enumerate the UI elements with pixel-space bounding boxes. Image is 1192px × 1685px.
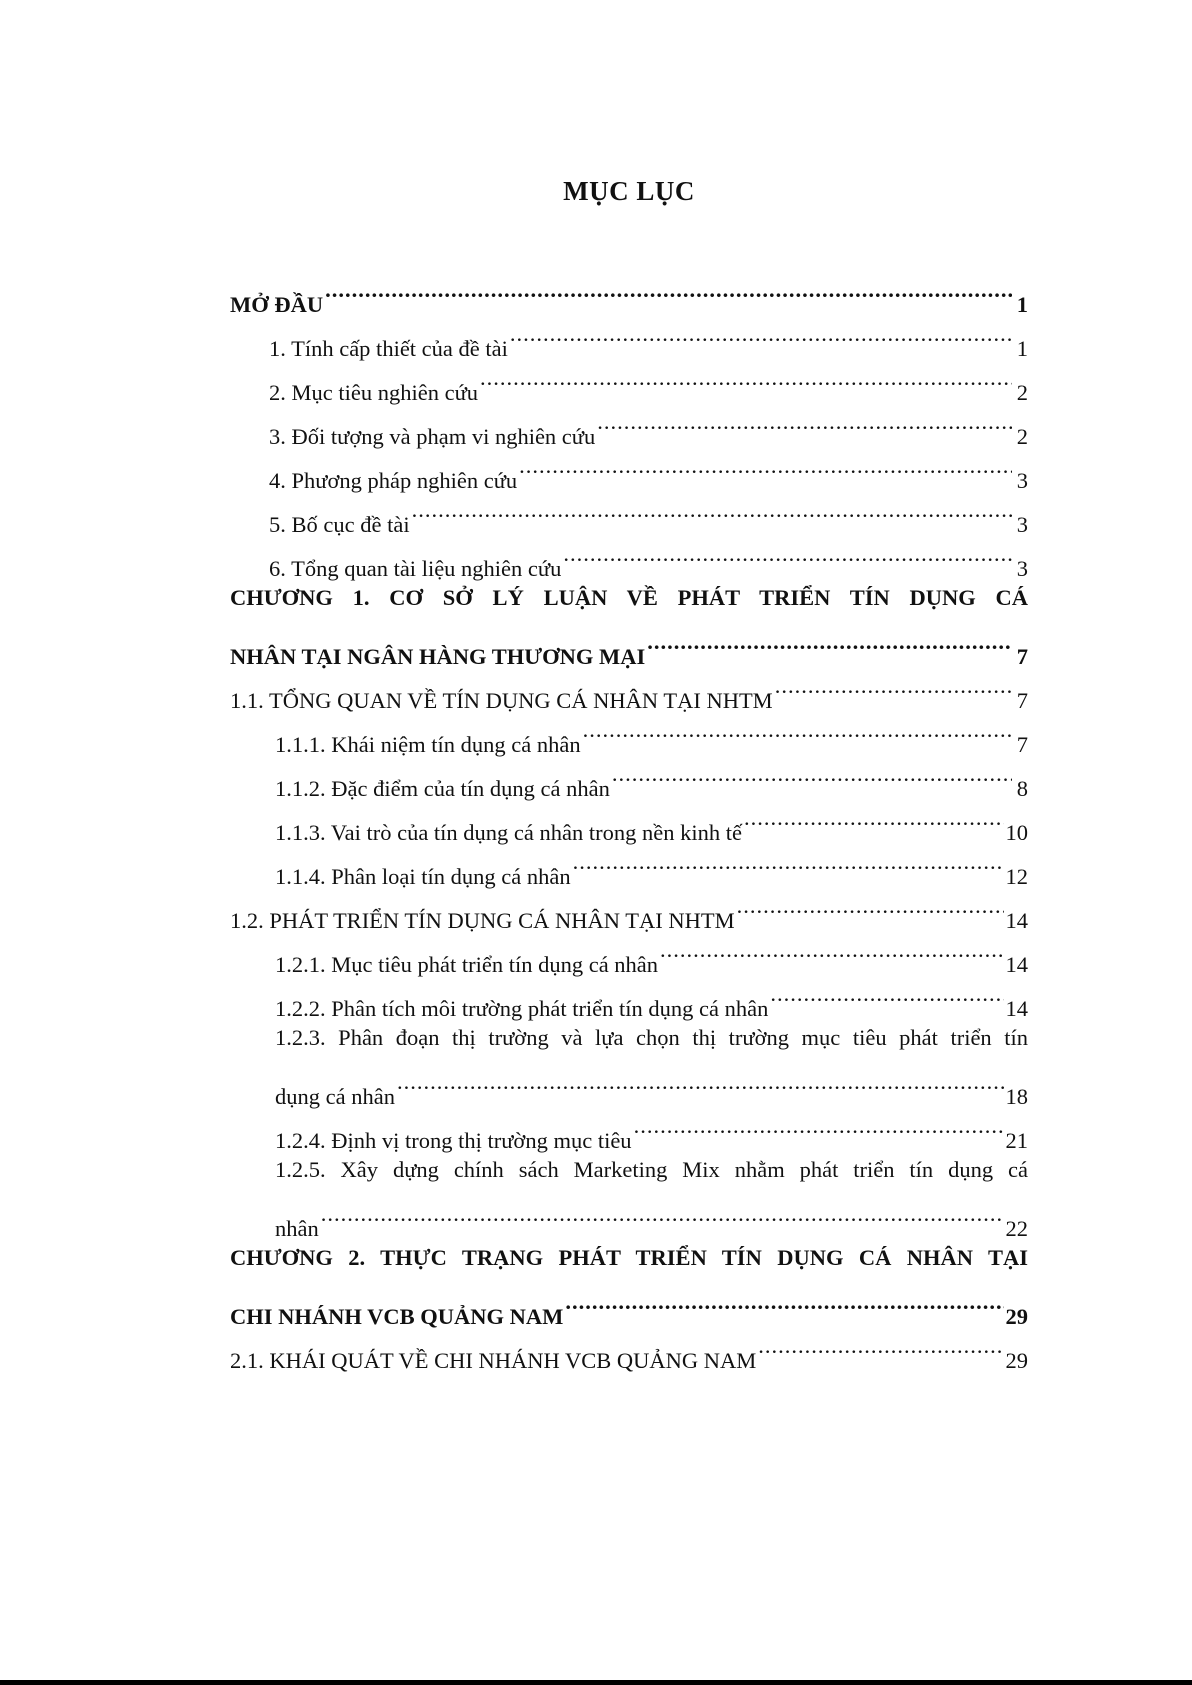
toc-entry-1-1-3[interactable] bbox=[230, 796, 1028, 845]
dot-leader bbox=[737, 884, 1004, 928]
toc-page-number: 3 bbox=[1016, 512, 1028, 537]
toc-entry-2[interactable] bbox=[230, 356, 1028, 405]
toc-entry-1-2[interactable] bbox=[230, 884, 1028, 933]
toc-entry-text-line-1: CHƯƠNG 2. THỰC TRẠNG PHÁT TRIỂN TÍN DỤNG CÁ NHÂN TẠI bbox=[230, 1245, 1028, 1270]
toc-entry-text: 1.1.1. Khái niệm tín dụng cá nhân bbox=[275, 732, 581, 757]
toc-entry-2-1[interactable] bbox=[230, 1324, 1028, 1373]
toc-entry-1-1-1[interactable] bbox=[230, 708, 1028, 757]
toc-entry-text: 3. Đối tượng và phạm vi nghiên cứu bbox=[269, 424, 596, 449]
dot-leader bbox=[744, 796, 1004, 840]
toc-entry-4[interactable] bbox=[230, 444, 1028, 493]
toc-entry-text: 4. Phương pháp nghiên cứu bbox=[269, 468, 518, 493]
toc-page-number: 10 bbox=[1005, 820, 1028, 845]
toc-entry-text-line-2: dụng cá nhân bbox=[275, 1084, 395, 1109]
dot-leader bbox=[480, 356, 1012, 400]
toc-entry-1-1-2[interactable] bbox=[230, 752, 1028, 801]
toc-entry-chapter-1[interactable] bbox=[230, 576, 1028, 669]
dot-leader bbox=[647, 620, 1012, 664]
dot-leader bbox=[321, 1192, 1004, 1236]
toc-entry-1[interactable] bbox=[230, 312, 1028, 361]
toc-entry-text: 1. Tính cấp thiết của đề tài bbox=[269, 336, 508, 361]
toc-entry-text-line-1: 1.2.5. Xây dựng chính sách Marketing Mix nhằm phát triển tín dụng cá bbox=[275, 1157, 1028, 1182]
toc-entry-6[interactable] bbox=[230, 532, 1028, 581]
toc-entry-text: MỞ ĐẦU bbox=[230, 292, 324, 317]
dot-leader bbox=[660, 928, 1003, 972]
toc-entry-text: 2.1. KHÁI QUÁT VỀ CHI NHÁNH VCB QUẢNG NAM bbox=[230, 1348, 757, 1373]
dot-leader bbox=[758, 1324, 1003, 1368]
toc-page-number: 18 bbox=[1005, 1084, 1028, 1109]
toc-entry-text: 1.2.4. Định vị trong thị trường mục tiêu bbox=[275, 1128, 632, 1153]
toc-entry-text-line-2: NHÂN TẠI NGÂN HÀNG THƯƠNG MẠI bbox=[230, 644, 646, 669]
toc-page-number: 3 bbox=[1016, 468, 1028, 493]
toc-entry-5[interactable] bbox=[230, 488, 1028, 537]
toc-page-number: 12 bbox=[1005, 864, 1028, 889]
toc-page-number: 14 bbox=[1005, 952, 1028, 977]
dot-leader bbox=[565, 1280, 1003, 1324]
toc-entry-1-2-4[interactable] bbox=[230, 1104, 1028, 1153]
dot-leader bbox=[770, 972, 1003, 1016]
toc-page-number: 29 bbox=[1005, 1348, 1028, 1373]
toc-page-number: 7 bbox=[1016, 688, 1028, 713]
dot-leader bbox=[775, 664, 1012, 708]
page-title: MỤC LỤC bbox=[563, 176, 695, 206]
dot-leader bbox=[412, 488, 1012, 532]
dot-leader bbox=[563, 532, 1012, 576]
toc-page-number: 21 bbox=[1005, 1128, 1028, 1153]
toc-entry-1-2-1[interactable] bbox=[230, 928, 1028, 977]
dot-leader bbox=[573, 840, 1004, 884]
toc-page-number: 29 bbox=[1005, 1304, 1028, 1329]
table-of-contents bbox=[230, 268, 1028, 1373]
toc-page-number: 2 bbox=[1016, 380, 1028, 405]
dot-leader bbox=[397, 1060, 1004, 1104]
toc-entry-1-2-2[interactable] bbox=[230, 972, 1028, 1021]
dot-leader bbox=[519, 444, 1012, 488]
toc-entry-1-2-3[interactable] bbox=[230, 1016, 1028, 1109]
toc-page-number: 3 bbox=[1016, 556, 1028, 581]
toc-entry-text-line-1: 1.2.3. Phân đoạn thị trường và lựa chọn thị trường mục tiêu phát triển tín bbox=[275, 1025, 1028, 1050]
toc-entry-text-line-2: nhân bbox=[275, 1216, 319, 1241]
toc-page-number: 14 bbox=[1005, 996, 1028, 1021]
dot-leader bbox=[325, 268, 1012, 312]
toc-page-number: 1 bbox=[1016, 292, 1028, 317]
toc-page-number: 7 bbox=[1016, 644, 1028, 669]
toc-entry-3[interactable] bbox=[230, 400, 1028, 449]
toc-page-number: 1 bbox=[1016, 336, 1028, 361]
toc-entry-1-1[interactable] bbox=[230, 664, 1028, 713]
toc-page-number: 2 bbox=[1016, 424, 1028, 449]
toc-entry-text: 1.2.2. Phân tích môi trường phát triển tín dụng cá nhân bbox=[275, 996, 769, 1021]
toc-entry-text: 1.1. TỔNG QUAN VỀ TÍN DỤNG CÁ NHÂN TẠI NHTM bbox=[230, 688, 773, 713]
toc-entry-chapter-2[interactable] bbox=[230, 1236, 1028, 1329]
dot-leader bbox=[597, 400, 1012, 444]
dot-leader bbox=[612, 752, 1012, 796]
dot-leader bbox=[510, 312, 1012, 356]
toc-entry-text: 1.1.2. Đặc điểm của tín dụng cá nhân bbox=[275, 776, 610, 801]
toc-entry-text: 5. Bố cục đề tài bbox=[269, 512, 410, 537]
toc-page-number: 14 bbox=[1005, 908, 1028, 933]
toc-entry-text-line-2: CHI NHÁNH VCB QUẢNG NAM bbox=[230, 1304, 564, 1329]
toc-page-number: 22 bbox=[1005, 1216, 1028, 1241]
toc-page-number: 7 bbox=[1016, 732, 1028, 757]
toc-entry-1-2-5[interactable] bbox=[230, 1148, 1028, 1241]
page-bottom-edge bbox=[0, 1680, 1192, 1685]
toc-entry-text: 2. Mục tiêu nghiên cứu bbox=[269, 380, 479, 405]
toc-entry-text: 1.2.1. Mục tiêu phát triển tín dụng cá nhân bbox=[275, 952, 659, 977]
toc-entry-text: 1.2. PHÁT TRIỂN TÍN DỤNG CÁ NHÂN TẠI NHTM bbox=[230, 908, 735, 933]
toc-entry-text: 1.1.3. Vai trò của tín dụng cá nhân trong nền kinh tế bbox=[275, 820, 742, 845]
toc-entry-text: 1.1.4. Phân loại tín dụng cá nhân bbox=[275, 864, 571, 889]
toc-entry-text: 6. Tổng quan tài liệu nghiên cứu bbox=[269, 556, 562, 581]
dot-leader bbox=[583, 708, 1012, 752]
toc-entry-1-1-4[interactable] bbox=[230, 840, 1028, 889]
toc-entry-mo-dau[interactable] bbox=[230, 268, 1028, 317]
toc-entry-text-line-1: CHƯƠNG 1. CƠ SỞ LÝ LUẬN VỀ PHÁT TRIỂN TÍN DỤNG CÁ bbox=[230, 585, 1028, 610]
toc-page-number: 8 bbox=[1016, 776, 1028, 801]
dot-leader bbox=[634, 1104, 1004, 1148]
